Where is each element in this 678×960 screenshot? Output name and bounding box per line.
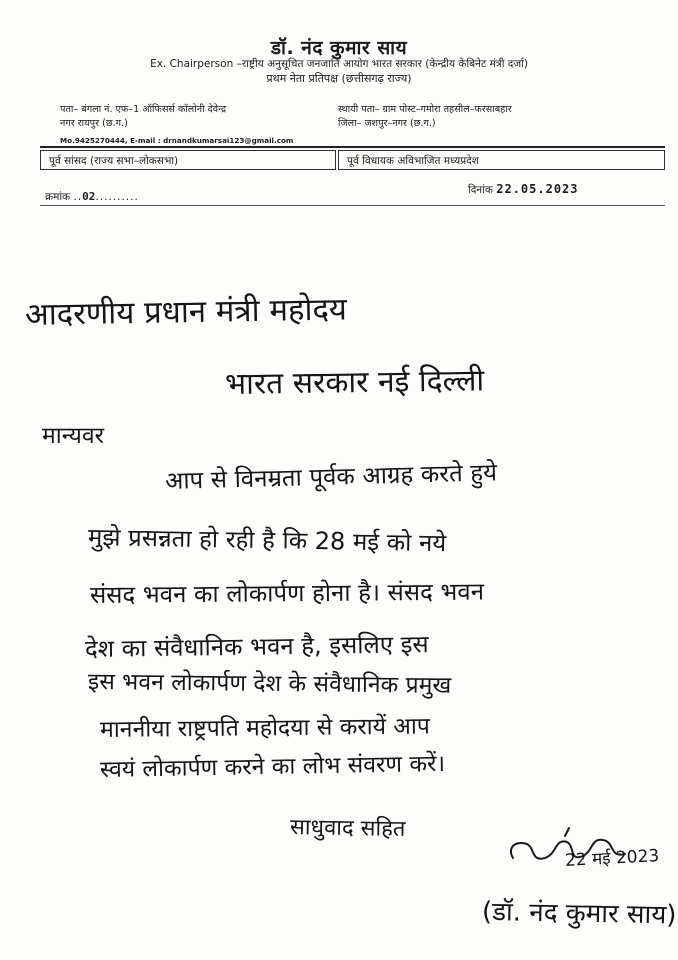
signatory-name: (डॉ. नंद कुमार साय)	[481, 897, 677, 931]
address-local	[60, 103, 360, 131]
letterhead-divider	[40, 146, 665, 148]
former-mla-box: पूर्व विधायक अविभाजित मध्यप्रदेश	[338, 150, 665, 170]
body-line-5: इस भवन लोकार्पण देश के संवैधानिक प्रमुख	[87, 669, 452, 699]
body-line-6: माननीया राष्ट्रपति महोदया से करायें आप	[99, 713, 431, 743]
address-local-line-1: पता– बंगला नं. एफ–1 ऑफिसर्स कॉलोनी देवेन्द्र	[60, 104, 227, 115]
address-permanent	[338, 103, 658, 131]
body-line-7: स्वयं लोकार्पण करने का लोभ संवरण करें।	[99, 750, 446, 783]
body-line-3: संसद भवन का लोकार्पण होना है। संसद भवन	[89, 577, 485, 609]
letterhead-title: प्रथम नेता प्रतिपक्ष (छत्तीसगढ़ राज्य)	[266, 72, 412, 85]
address-permanent-line-2: जिला– जशपुर–नगर (छ.ग.)	[338, 118, 436, 129]
address-permanent-line-1: स्थायी पता– ग्राम पोस्ट–गमोरा तहसील–फरसाबहार	[338, 104, 512, 115]
date-label: दिनांक	[468, 184, 493, 196]
salutation-line: आदरणीय प्रधान मंत्री महोदय	[24, 291, 348, 333]
address-local-line-2: नगर रायपुर (छ.ग.)	[60, 118, 128, 129]
body-line-1: आप से विनम्रता पूर्वक आग्रह करते हुये	[164, 458, 498, 495]
signature-date: 22 मई 2023	[564, 846, 660, 871]
reference-label: क्रमांक	[45, 191, 71, 203]
body-line-4: देश का संवैधानिक भवन है, इसलिए इस	[84, 630, 429, 663]
former-mp-box: पूर्व सांसद (राज्य सभा–लोकसभा)	[40, 150, 336, 170]
date-value: 22.05.2023	[496, 182, 579, 196]
contact-line: Mo.9425270444, E-mail : drnandkumarsai123@gmail.com	[60, 136, 294, 145]
letterhead-designation: Ex. Chairperson –राष्ट्रीय अनुसूचित जनजाति आयोग भारत सरकार (केन्द्रीय केबिनेट मंत्री दर्जा)	[150, 58, 528, 70]
reference-number: क्रमांक ..02..........	[45, 190, 139, 203]
letterhead-name: डॉ. नंद कुमार साय	[270, 37, 408, 59]
greeting: मान्यवर	[42, 423, 105, 449]
closing-text: साधुवाद सहित	[289, 815, 406, 843]
header-bottom-divider	[40, 205, 665, 206]
letter-date	[468, 182, 579, 197]
body-line-2: मुझे प्रसन्नता हो रही है कि 28 मई को नये	[87, 523, 447, 558]
addressee-line: भारत सरकार नई दिल्ली	[224, 363, 485, 402]
reference-value: 02	[82, 190, 96, 203]
